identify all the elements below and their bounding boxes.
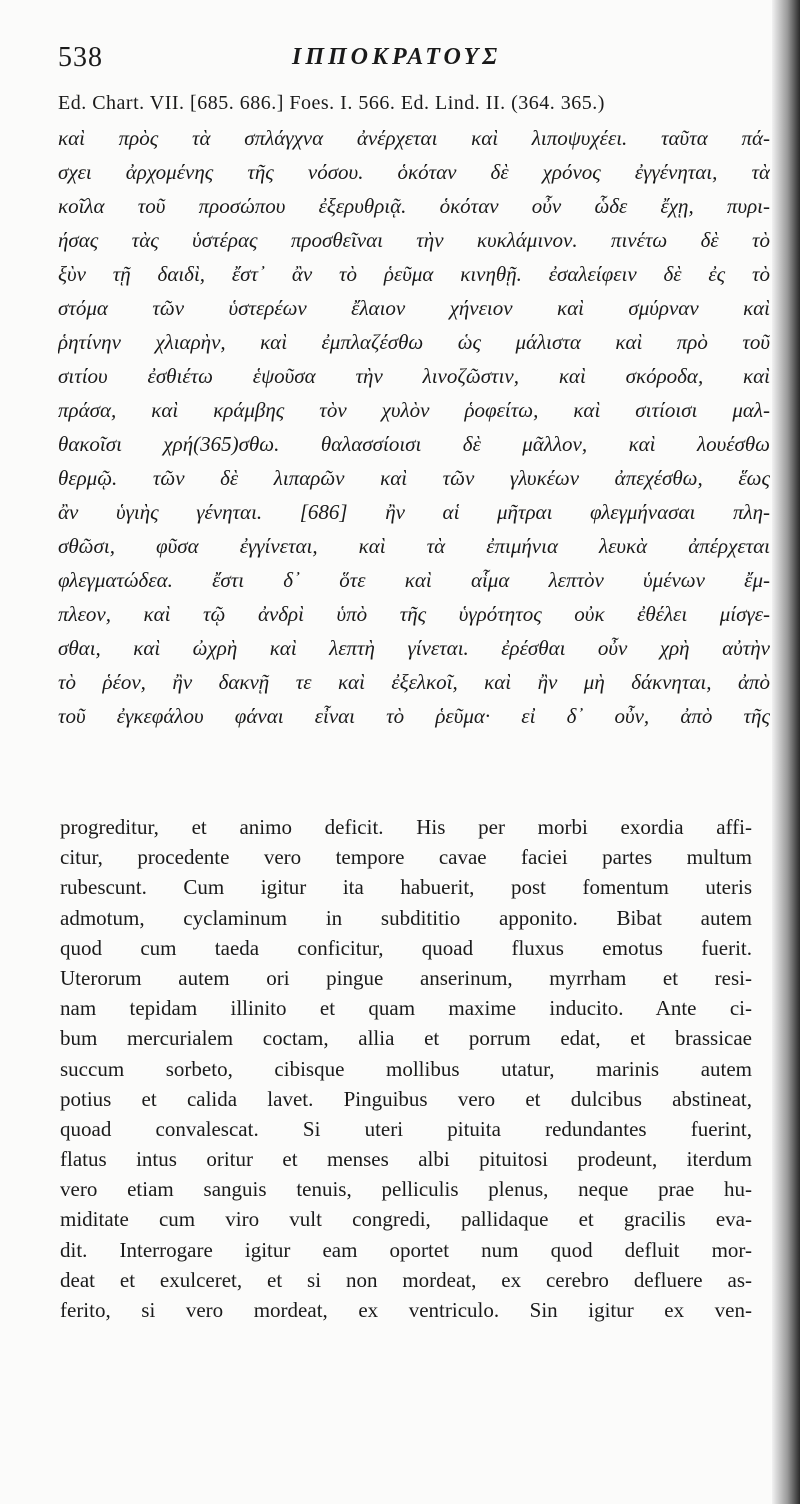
edition-reference-line: Ed. Chart. VII. [685. 686.] Foes. I. 566. Ed. Lind. II. (364. 365.) (58, 92, 605, 114)
greek-line: θερμῷ. τῶν δὲ λιπαρῶν καὶ τῶν γλυκέων ἀπεχέσθω, ἕως (58, 466, 770, 490)
latin-line: succum sorbeto, cibisque mollibus utatur, marinis autem (60, 1056, 752, 1081)
latin-line: quoad convalescat. Si uteri pituita redundantes fuerint, (60, 1116, 752, 1141)
latin-line: dit. Interrogare igitur eam oportet num quod defluit mor- (60, 1237, 752, 1262)
greek-line: σθαι, καὶ ὠχρὴ καὶ λεπτὴ γίνεται. ἐρέσθαι οὖν χρὴ αὐτὴν (58, 636, 770, 660)
latin-text-block (60, 812, 752, 1325)
book-spine-shadow (772, 0, 800, 1504)
latin-line: deat et exulceret, et si non mordeat, ex cerebro defluere as- (60, 1267, 752, 1292)
greek-line: σθῶσι, φῦσα ἐγγίνεται, καὶ τὰ ἐπιμήνια λευκὰ ἀπέρχεται (58, 534, 770, 558)
greek-line: κοῖλα τοῦ προσώπου ἐξερυθριᾷ. ὁκόταν οὖν ὧδε ἔχῃ, πυρι- (58, 194, 770, 218)
greek-line: ξὺν τῇ δαιδὶ, ἔστ᾽ ἂν τὸ ῥεῦμα κινηθῇ. ἐσαλείφειν δὲ ἐς τὸ (58, 262, 770, 286)
greek-line: πλεον, καὶ τῷ ἀνδρὶ ὑπὸ τῆς ὑγρότητος οὐκ ἐθέλει μίσγε- (58, 602, 770, 626)
page-number: 538 (58, 42, 103, 73)
latin-line: ferito, si vero mordeat, ex ventriculo. Sin igitur ex ven- (60, 1298, 752, 1322)
latin-line: Uterorum autem ori pingue anserinum, myrrham et resi- (60, 965, 752, 990)
latin-line: flatus intus oritur et menses albi pituitosi prodeunt, iterdum (60, 1147, 752, 1172)
latin-line: nam tepidam illinito et quam maxime inducito. Ante ci- (60, 996, 752, 1021)
greek-line: ήσας τὰς ὑστέρας προσθεῖναι τὴν κυκλάμινον. πινέτω δὲ τὸ (58, 228, 770, 252)
greek-line: ἂν ὑγιὴς γένηται. [686] ἢν αἱ μῆτραι φλεγμήνασαι πλη- (58, 500, 770, 524)
greek-line: τοῦ ἐγκεφάλου φάναι εἶναι τὸ ῥεῦμα· εἰ δ᾽ οὖν, ἀπὸ τῆς (58, 704, 770, 728)
running-head: ΙΠΠΟΚΡΑΤΟΥΣ (292, 44, 502, 70)
latin-line: progreditur, et animo deficit. His per morbi exordia affi- (60, 815, 752, 839)
latin-line: vero etiam sanguis tenuis, pelliculis plenus, neque prae hu- (60, 1177, 752, 1202)
greek-line: καὶ πρὸς τὰ σπλάγχνα ἀνέρχεται καὶ λιποψυχέει. ταῦτα πά- (58, 126, 770, 150)
greek-line: πράσα, καὶ κράμβης τὸν χυλὸν ῥοφείτω, καὶ σιτίοισι μαλ- (58, 398, 770, 422)
latin-line: quod cum taeda conficitur, quoad fluxus emotus fuerit. (60, 935, 752, 960)
greek-line: φλεγματώδεα. ἔστι δ᾽ ὅτε καὶ αἷμα λεπτὸν ὑμένων ἔμ- (58, 568, 770, 592)
greek-line: σιτίου ἐσθιέτω ἑψοῦσα τὴν λινοζῶστιν, καὶ σκόροδα, καὶ (58, 364, 770, 388)
latin-line: rubescunt. Cum igitur ita habuerit, post fomentum uteris (60, 875, 752, 900)
greek-text-block (58, 121, 770, 733)
latin-line: citur, procedente vero tempore cavae faciei partes multum (60, 845, 752, 870)
greek-line: θακοῖσι χρή(365)σθω. θαλασσίοισι δὲ μᾶλλον, καὶ λουέσθω (58, 432, 770, 456)
latin-line: potius et calida lavet. Pinguibus vero et dulcibus abstineat, (60, 1086, 752, 1111)
greek-line: τὸ ῥέον, ἢν δακνῇ τε καὶ ἐξελκοῖ, καὶ ἢν μὴ δάκνηται, ἀπὸ (58, 670, 770, 694)
greek-line: σχει ἀρχομένης τῆς νόσου. ὁκόταν δὲ χρόνος ἐγγένηται, τὰ (58, 160, 770, 184)
greek-line: στόμα τῶν ὑστερέων ἔλαιον χήνειον καὶ σμύρναν καὶ (58, 296, 770, 320)
greek-line: ῥητίνην χλιαρὴν, καὶ ἐμπλαζέσθω ὡς μάλιστα καὶ πρὸ τοῦ (58, 330, 770, 354)
latin-line: bum mercurialem coctam, allia et porrum edat, et brassicae (60, 1026, 752, 1051)
latin-line: miditate cum viro vult congredi, pallidaque et gracilis eva- (60, 1207, 752, 1232)
latin-line: admotum, cyclaminum in subdititio apponito. Bibat autem (60, 905, 752, 930)
